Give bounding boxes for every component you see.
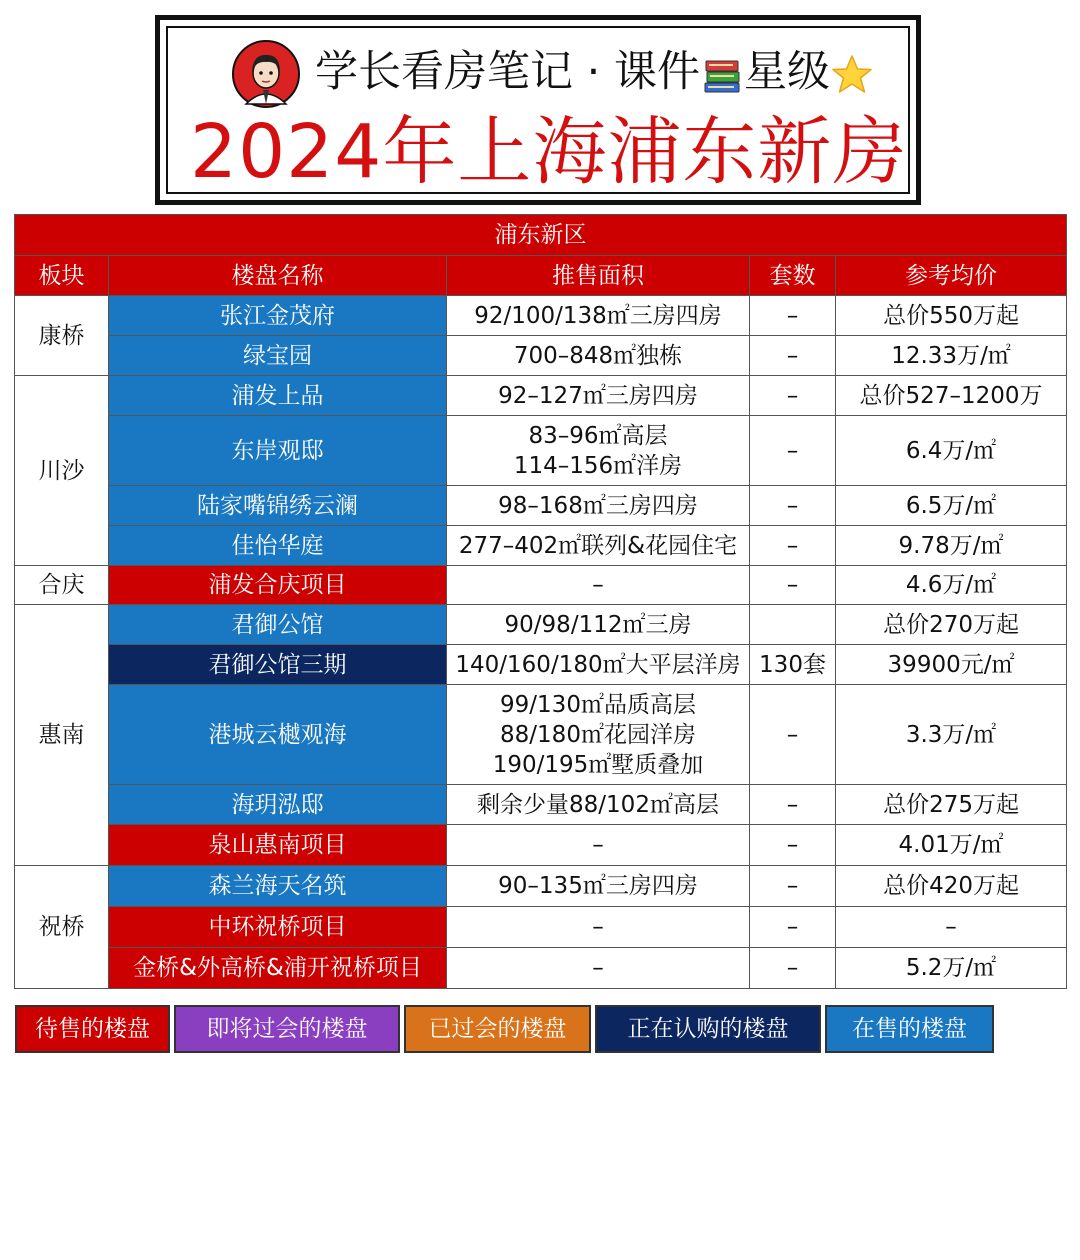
project-area: – [447,825,750,866]
project-price: 总价420万起 [836,866,1067,907]
table-row [15,566,1067,605]
project-count: – [750,785,836,825]
project-count: – [750,685,836,785]
legend-on-sale: 在售的楼盘 [825,1005,994,1053]
region-title: 浦东新区 [15,215,1067,256]
project-area: – [447,907,750,948]
project-area [447,416,750,486]
project-count: – [750,336,836,376]
project-area: 92–127㎡三房四房 [447,376,750,416]
project-price: 3.3万/㎡ [836,685,1067,785]
project-price: 39900元/㎡ [836,645,1067,685]
table-row [15,526,1067,566]
project-count [750,605,836,645]
project-count: – [750,526,836,566]
table-row [15,605,1067,645]
legend-approved: 已过会的楼盘 [404,1005,591,1053]
project-name: 泉山惠南项目 [109,825,447,866]
project-name: 港城云樾观海 [109,685,447,785]
student-avatar-icon [232,40,300,108]
project-name: 森兰海天名筑 [109,866,447,907]
project-price: – [836,907,1067,948]
table-row [15,825,1067,866]
column-header-district: 板块 [15,256,109,296]
table-row [15,685,1067,785]
project-name: 海玥泓邸 [109,785,447,825]
project-name: 金桥&外高桥&浦开祝桥项目 [109,948,447,989]
project-area: – [447,948,750,989]
column-header-area: 推售面积 [447,256,750,296]
project-count: – [750,907,836,948]
header-row [15,256,1067,296]
project-area: 90/98/112㎡三房 [447,605,750,645]
table-row [15,336,1067,376]
district-kangqiao: 康桥 [15,296,109,376]
project-area: 90–135㎡三房四房 [447,866,750,907]
project-area: – [447,566,750,605]
table-row [15,785,1067,825]
district-zhuqiao: 祝桥 [15,866,109,989]
table-row [15,486,1067,526]
subtitle-text: 学长看房笔记 · 课件 [315,47,701,97]
project-area: 剩余少量88/102㎡高层 [447,785,750,825]
area-line: 88/180㎡花园洋房 [500,721,696,748]
header-box [155,15,921,205]
project-count: – [750,486,836,526]
table-row [15,296,1067,336]
project-count: – [750,376,836,416]
district-chuansha: 川沙 [15,376,109,566]
project-area: 140/160/180㎡大平层洋房 [447,645,750,685]
project-price: 总价527–1200万 [836,376,1067,416]
page-title: 2024年上海浦东新房 [190,109,908,195]
project-area [447,685,750,785]
project-price: 总价275万起 [836,785,1067,825]
legend-subscribing: 正在认购的楼盘 [595,1005,821,1053]
project-area: 98–168㎡三房四房 [447,486,750,526]
project-name: 君御公馆三期 [109,645,447,685]
table-row [15,376,1067,416]
project-name: 绿宝园 [109,336,447,376]
table-row [15,416,1067,486]
column-header-name: 楼盘名称 [109,256,447,296]
district-huinan: 惠南 [15,605,109,866]
column-header-count: 套数 [750,256,836,296]
area-line: 190/195㎡墅质叠加 [492,751,704,778]
project-price: 12.33万/㎡ [836,336,1067,376]
project-price: 总价550万起 [836,296,1067,336]
project-count: – [750,416,836,486]
table-row [15,866,1067,907]
project-price: 4.01万/㎡ [836,825,1067,866]
subtitle [315,42,874,102]
project-price: 6.5万/㎡ [836,486,1067,526]
table-row [15,907,1067,948]
district-heqing: 合庆 [15,566,109,605]
project-name: 东岸观邸 [109,416,447,486]
project-name: 中环祝桥项目 [109,907,447,948]
project-name: 张江金茂府 [109,296,447,336]
books-emoji-icon [702,55,742,95]
project-name: 君御公馆 [109,605,447,645]
project-name: 陆家嘴锦绣云澜 [109,486,447,526]
subtitle-rating: 星级 [744,47,831,97]
area-line: 99/130㎡品质高层 [500,691,696,718]
legend-upcoming-approval: 即将过会的楼盘 [174,1005,400,1053]
star-emoji-icon [830,53,874,97]
project-count: – [750,866,836,907]
project-price: 总价270万起 [836,605,1067,645]
project-price: 6.4万/㎡ [836,416,1067,486]
table-row [15,645,1067,685]
project-count: – [750,825,836,866]
project-price: 9.78万/㎡ [836,526,1067,566]
project-area: 277–402㎡联列&花园住宅 [447,526,750,566]
project-count: 130套 [750,645,836,685]
legend-pending: 待售的楼盘 [15,1005,170,1053]
new-homes-table [14,214,1067,989]
area-line: 83–96㎡高层 [528,422,668,449]
column-header-price: 参考均价 [836,256,1067,296]
project-count: – [750,948,836,989]
project-count: – [750,566,836,605]
project-name: 浦发合庆项目 [109,566,447,605]
project-name: 浦发上品 [109,376,447,416]
project-name: 佳怡华庭 [109,526,447,566]
project-area: 92/100/138㎡三房四房 [447,296,750,336]
project-price: 4.6万/㎡ [836,566,1067,605]
project-area: 700–848㎡独栋 [447,336,750,376]
region-row [15,215,1067,256]
project-price: 5.2万/㎡ [836,948,1067,989]
area-line: 114–156㎡洋房 [513,452,683,479]
project-count: – [750,296,836,336]
table-row [15,948,1067,989]
